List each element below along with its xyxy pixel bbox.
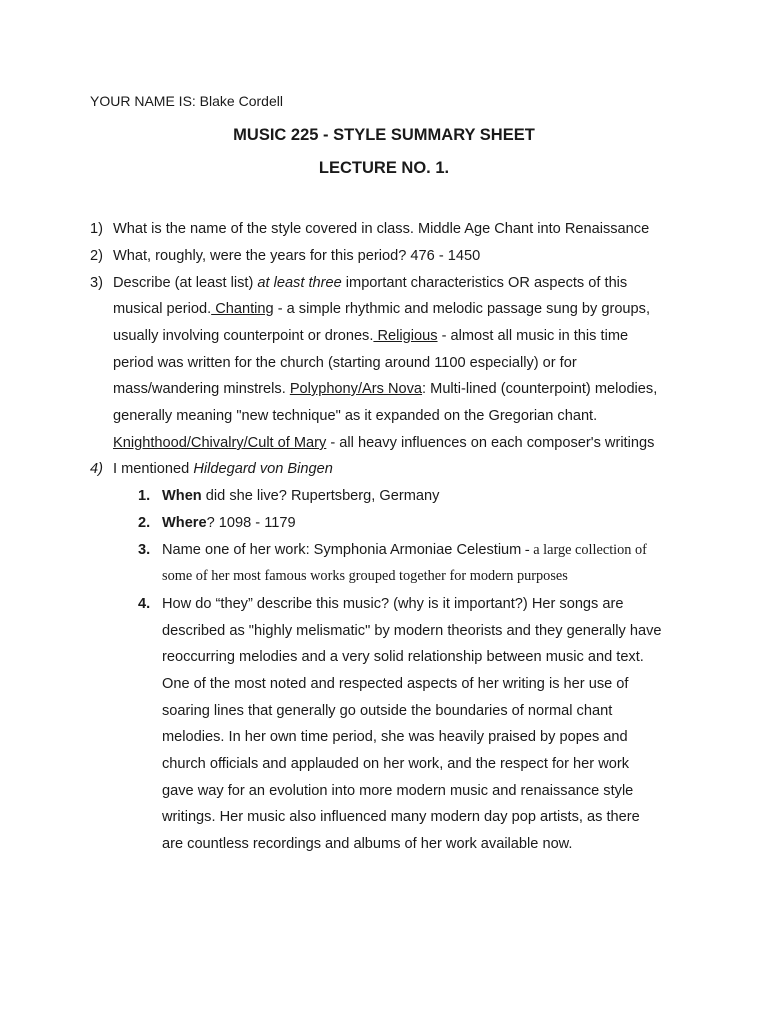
lecture-heading: LECTURE NO. 1. [318, 159, 450, 177]
q4-sub4-line: described as "highly melismatic" by modern theorists and they generally have [162, 623, 662, 639]
q4-sub4-line: melodies. In her own time period, she was heavily praised by popes and [162, 729, 628, 745]
q4-number: 4) [90, 461, 103, 477]
q1-number: 1) [90, 221, 103, 237]
q3-line-4: period was written for the church (starting around 1100 especially) or for [113, 355, 577, 371]
student-name-line: YOUR NAME IS: Blake Cordell [90, 93, 283, 109]
q3-line-2: musical period. Chanting - a simple rhythmic and melodic passage sung by groups, [113, 301, 651, 317]
q4-sub4-line: soaring lines that generally go outside the boundaries of normal chant [162, 703, 613, 719]
q2-number: 2) [90, 248, 103, 264]
q4-sub4-number: 4. [138, 596, 151, 612]
q4-sub3-text-cont: some of her most famous works grouped together for modern purposes [162, 568, 568, 584]
q4-text: I mentioned Hildegard von Bingen [113, 461, 333, 477]
q3-line-3: usually involving counterpoint or drones. Religious - almost all music in this time [113, 328, 629, 344]
q4-sub1-text: When did she live? Rupertsberg, Germany [162, 488, 440, 504]
q3-line-1: Describe (at least list) at least three important characteristics OR aspects of this [113, 275, 628, 291]
q3-line-5: mass/wandering minstrels. Polyphony/Ars Nova: Multi-lined (counterpoint) melodies, [113, 381, 658, 397]
q4-sub1-number: 1. [138, 488, 151, 504]
q4-sub4-line: How do “they” describe this music? (why is it important?) Her songs are [162, 596, 624, 612]
q4-sub4-line: church officials and applauded on her work, and the respect for her work [162, 756, 629, 772]
q4-sub4-line: writings. Her music also influenced many modern day pop artists, as there [162, 809, 640, 825]
q3-line-7: Knighthood/Chivalry/Cult of Mary - all heavy influences on each composer's writings [113, 435, 655, 451]
q4-sub3-text: Name one of her work: Symphonia Armoniae Celestium - a large collection of [162, 542, 647, 558]
q3-line-6: generally meaning "new technique" as it expanded on the Gregorian chant. [113, 408, 598, 424]
q4-sub4-line: are countless recordings and albums of her work available now. [162, 836, 573, 852]
q4-sub4-line: One of the most noted and respected aspects of her writing is her use of [162, 676, 629, 692]
q4-sub2-number: 2. [138, 515, 151, 531]
q4-sub4-line: gave way for an evolution into more modern music and renaissance style [162, 783, 634, 799]
q4-sub3-number: 3. [138, 542, 151, 558]
q2-text: What, roughly, were the years for this period? 476 - 1450 [113, 248, 481, 264]
page-title: MUSIC 225 - STYLE SUMMARY SHEET [233, 126, 535, 144]
q3-number: 3) [90, 275, 103, 291]
q4-sub4-line: reoccurring melodies and a very solid relationship between music and text. [162, 649, 644, 665]
q4-sub2-text: Where? 1098 - 1179 [162, 515, 296, 531]
q1-text: What is the name of the style covered in class. Middle Age Chant into Renaissance [113, 221, 650, 237]
